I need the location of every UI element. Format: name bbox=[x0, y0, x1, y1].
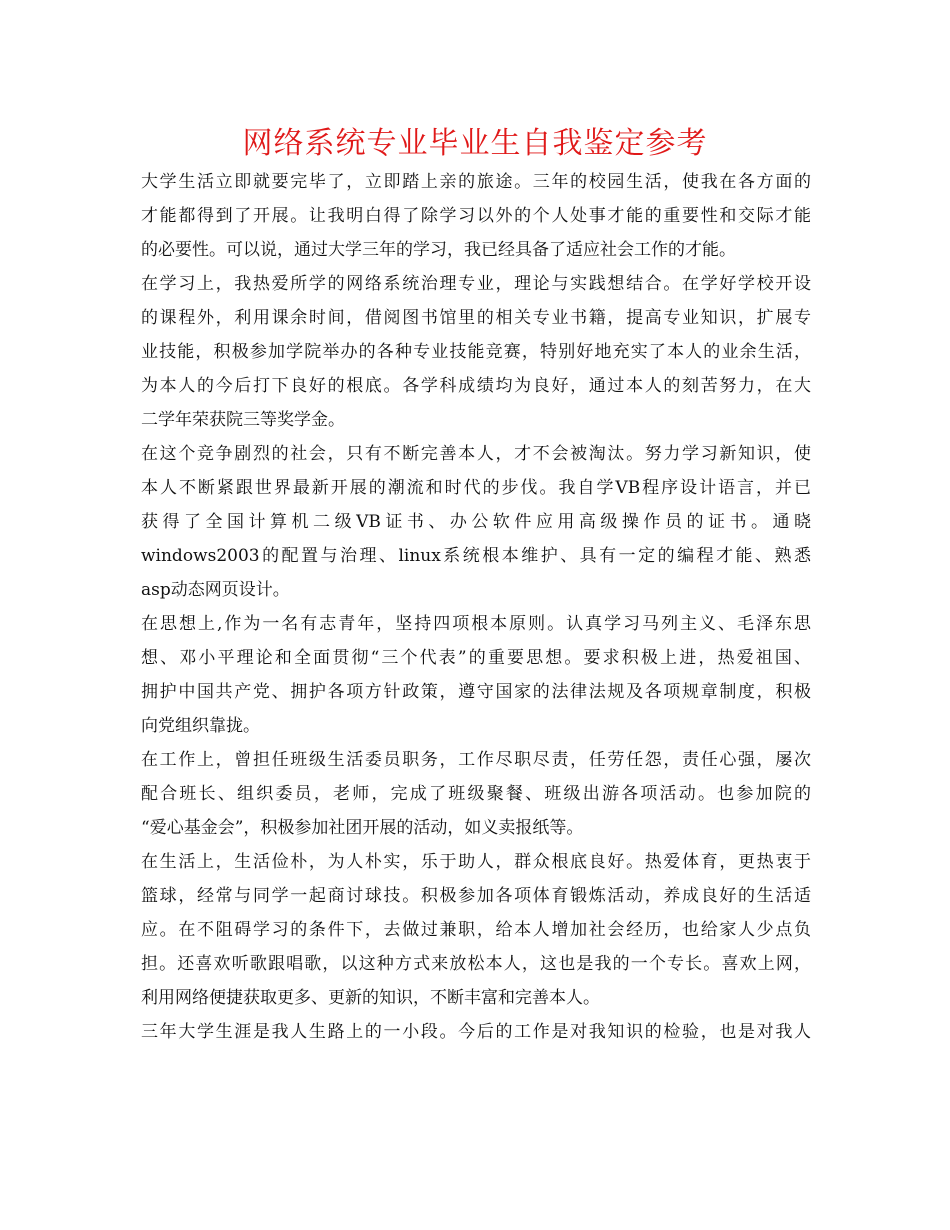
text-line: 在学习上，我热爱所学的网络系统治理专业，理论与实践想结合。在学好学校开设 bbox=[141, 274, 811, 294]
text-line: 才能都得到了开展。让我明白得了除学习以外的个人处事才能的重要性和交际才能 bbox=[141, 206, 811, 226]
text-line: 向党组织靠拢。 bbox=[141, 716, 260, 736]
text-line: 获得了全国计算机二级VB证书、办公软件应用高级操作员的证书。通晓 bbox=[141, 512, 811, 532]
text-line: 大学生活立即就要完毕了，立即踏上亲的旅途。三年的校园生活，使我在各方面的 bbox=[141, 172, 811, 192]
text-line: 担。还喜欢听歌跟唱歌，以这种方式来放松本人，这也是我的一个专长。喜欢上网， bbox=[141, 954, 811, 974]
text-line: 在生活上，生活俭朴，为人朴实，乐于助人，群众根底良好。热爱体育，更热衷于 bbox=[141, 852, 811, 872]
text-line: 篮球，经常与同学一起商讨球技。积极参加各项体育锻炼活动，养成良好的生活适 bbox=[141, 886, 811, 906]
text-line: 想、邓小平理论和全面贯彻“三个代表”的重要思想。要求积极上进，热爱祖国、 bbox=[141, 648, 811, 668]
text-line: 为本人的今后打下良好的根底。各学科成绩均为良好，通过本人的刻苦努力，在大 bbox=[141, 376, 811, 396]
document-title: 网络系统专业毕业生自我鉴定参考 bbox=[242, 126, 708, 161]
text-line: 的课程外，利用课余时间，借阅图书馆里的相关专业书籍，提高专业知识，扩展专 bbox=[141, 308, 811, 328]
text-line: “爱心基金会”，积极参加社团开展的活动，如义卖报纸等。 bbox=[141, 818, 584, 838]
text-line: 在思想上,作为一名有志青年，坚持四项根本原则。认真学习马列主义、毛泽东思 bbox=[141, 614, 811, 634]
text-line: 配合班长、组织委员，老师，完成了班级聚餐、班级出游各项活动。也参加院的 bbox=[141, 784, 811, 804]
text-line: windows2003的配置与治理、linux系统根本维护、具有一定的编程才能、熟悉 bbox=[141, 546, 811, 566]
text-line: 三年大学生涯是我人生路上的一小段。今后的工作是对我知识的检验，也是对我人 bbox=[141, 1022, 811, 1042]
text-line: 在工作上，曾担任班级生活委员职务，工作尽职尽责，任劳任怨，责任心强，屡次 bbox=[141, 750, 811, 770]
text-line: 二学年荣获院三等奖学金。 bbox=[141, 410, 345, 430]
text-line: 的必要性。可以说，通过大学三年的学习，我已经具备了适应社会工作的才能。 bbox=[141, 240, 736, 260]
text-line: 在这个竞争剧烈的社会，只有不断完善本人，才不会被淘汰。努力学习新知识，使 bbox=[141, 444, 811, 464]
text-line: 业技能，积极参加学院举办的各种专业技能竞赛，特别好地充实了本人的业余生活， bbox=[141, 342, 811, 362]
text-line: 本人不断紧跟世界最新开展的潮流和时代的步伐。我自学VB程序设计语言，并已 bbox=[141, 478, 811, 498]
text-line: 利用网络便捷获取更多、更新的知识，不断丰富和完善本人。 bbox=[141, 988, 600, 1008]
text-line: 应。在不阻碍学习的条件下，去做过兼职，给本人增加社会经历，也给家人少点负 bbox=[141, 920, 811, 940]
text-line: asp动态网页设计。 bbox=[141, 580, 290, 600]
text-line: 拥护中国共产党、拥护各项方针政策，遵守国家的法律法规及各项规章制度，积极 bbox=[141, 682, 811, 702]
